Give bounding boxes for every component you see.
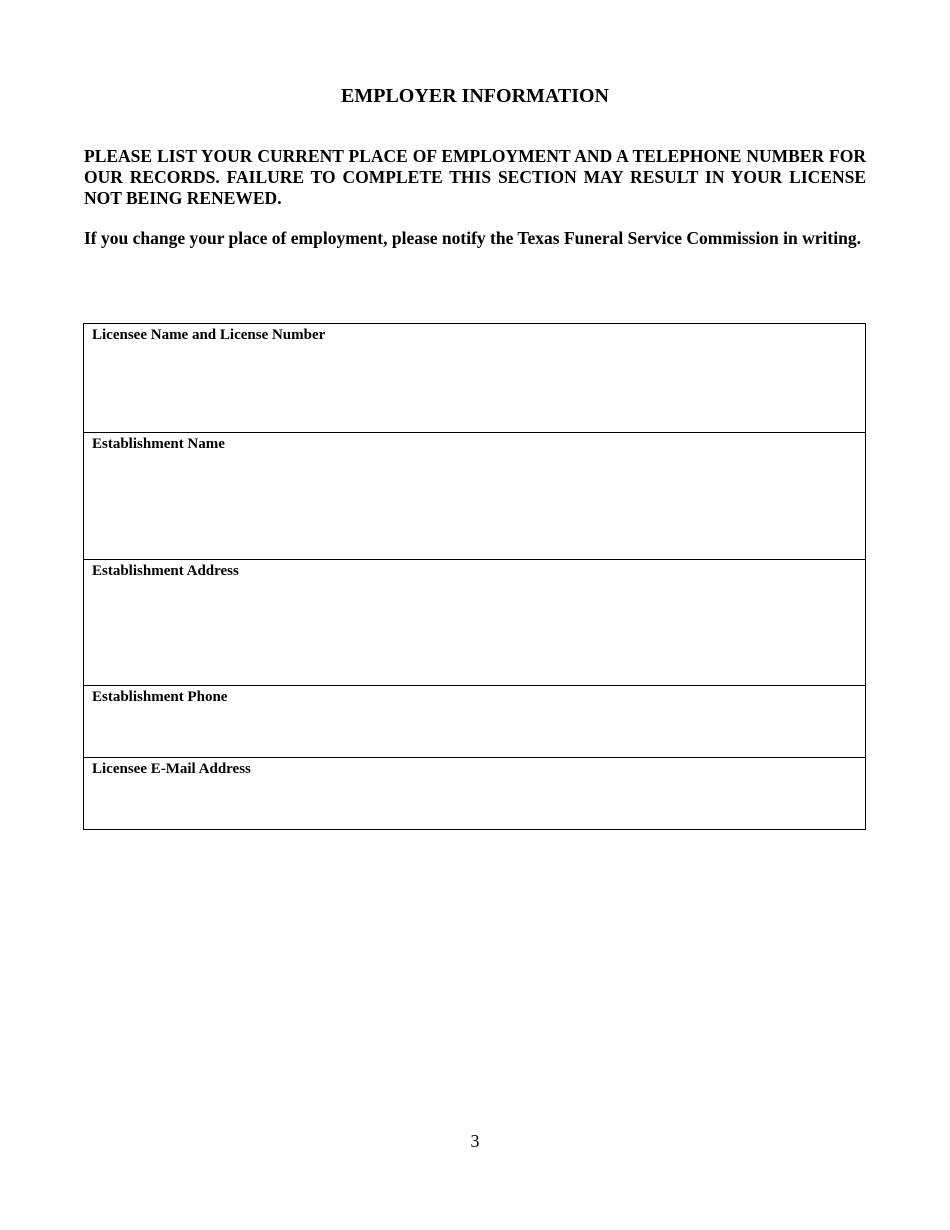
establishment-phone-input[interactable] (92, 710, 857, 753)
licensee-name-label: Licensee Name and License Number (92, 327, 326, 343)
establishment-phone-field (84, 685, 865, 757)
employment-notice: PLEASE LIST YOUR CURRENT PLACE OF EMPLOYMENT AND A TELEPHONE NUMBER FOR OUR RECORDS. FAILURE TO COMPLETE THIS SECTION MAY RESULT IN YOUR LICENSE NOT BEING RENEWED. (84, 146, 866, 208)
establishment-name-input[interactable] (92, 457, 857, 555)
licensee-email-label: Licensee E-Mail Address (92, 761, 251, 777)
page-number: 3 (470, 1131, 480, 1151)
change-employment-notice: If you change your place of employment, please notify the Texas Funeral Service Commission in writing. (84, 228, 861, 248)
establishment-address-input[interactable] (92, 584, 857, 681)
licensee-name-field (84, 324, 865, 432)
establishment-name-field (84, 432, 865, 559)
licensee-email-field (84, 757, 865, 829)
establishment-phone-label: Establishment Phone (92, 689, 228, 705)
licensee-email-input[interactable] (92, 782, 857, 825)
licensee-name-input[interactable] (92, 348, 857, 428)
employer-info-form (83, 323, 866, 830)
establishment-name-label: Establishment Name (92, 436, 225, 452)
establishment-address-label: Establishment Address (92, 563, 239, 579)
page-title: EMPLOYER INFORMATION (341, 85, 609, 107)
establishment-address-field (84, 559, 865, 685)
